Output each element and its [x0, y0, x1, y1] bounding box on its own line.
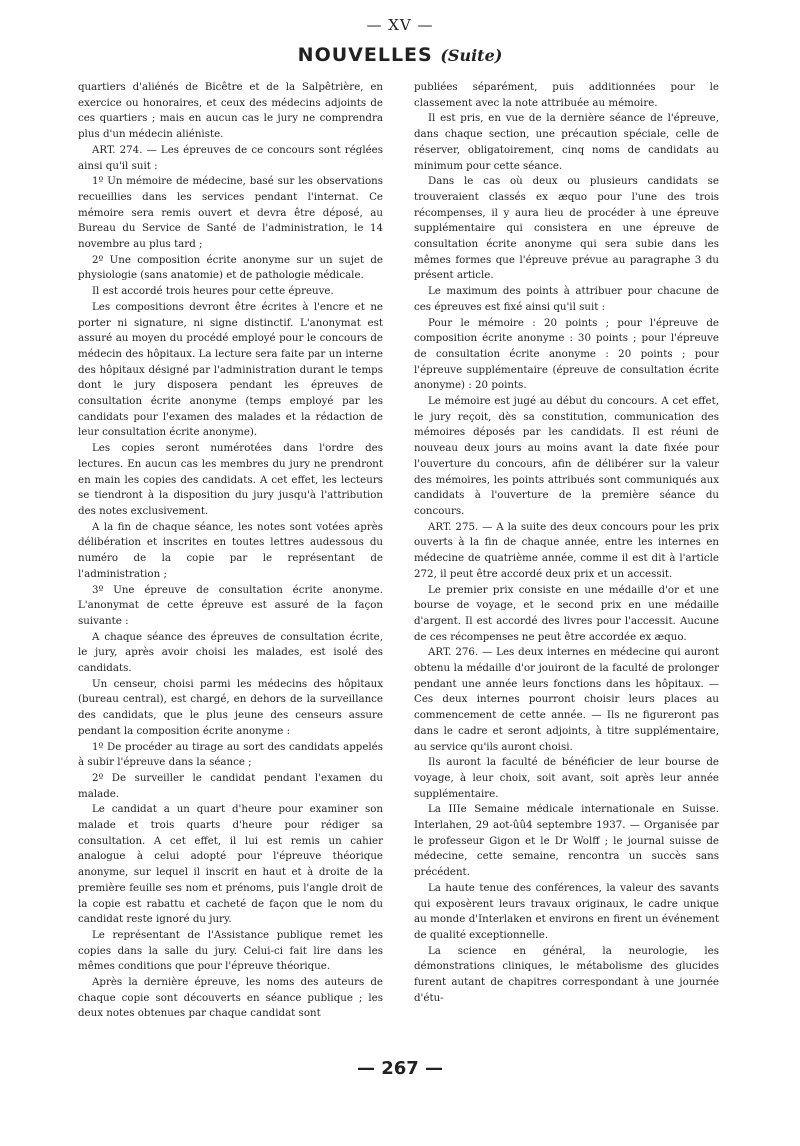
paragraph: Dans le cas où deux ou plusieurs candidats se trouveraient classés ex æquo pour l'une des trois récompenses, il y aura lieu de procéder à une épreuve supplémentaire qui consistera en une épreuve de consultation écrite anonyme qui sera subie dans les mêmes formes que l'épreuve prévue au paragraphe 3 du présent article. [414, 175, 719, 282]
paragraph: 2º Une composition écrite anonyme sur un sujet de physiologie (sans anatomie) et de pathologie médicale. [78, 253, 383, 282]
paragraph: quartiers d'aliénés de Bicêtre et de la Salpêtrière, en exercice ou honoraires, et ceux des médecins adjoints de ces quartiers ; mais en aucun cas le jury ne comprendra plus d'un médecin aliéniste. [78, 81, 383, 141]
paragraph: Après la dernière épreuve, les noms des auteurs de chaque copie sont découverts en séance publique ; les deux notes obtenues par chaque candidat sont [78, 976, 383, 1020]
section-title: NOUVELLES [297, 44, 433, 66]
paragraph: ART. 276. — Les deux internes en médecine qui auront obtenu la médaille d'or jouiront de la faculté de prolonger pendant une année leurs fonctions dans les hôpitaux. — Ces deux internes pourront choisir leurs places au commencement de cette année. — Ils ne figureront pas dans le cadre et seront adjoints, à titre supplémentaire, au service qu'ils auront choisi. [414, 646, 719, 753]
paragraph: La science en général, la neurologie, les démonstrations cliniques, le métabolisme des glucides furent autant de chapitres correspondant à une journée d'étu- [414, 944, 719, 1004]
paragraph: publiées séparément, puis additionnées pour le classement avec la note attribuée au mémoire. [414, 81, 719, 109]
paragraph: Pour le mémoire : 20 points ; pour l'épreuve de composition écrite anonyme : 30 points ; pour l'épreuve de consultation écrite anonyme : 20 points ; pour l'épreuve supplémentaire (épreuve de consultation écrite anonyme) : 20 points. [414, 316, 719, 392]
left-text-column [78, 80, 383, 1022]
paragraph: Il est pris, en vue de la dernière séance de l'épreuve, dans chaque section, une précaution spéciale, celle de réserver, obligatoirement, cinq noms de candidats au minimum pour cette séance. [414, 112, 719, 172]
paragraph: Ils auront la faculté de bénéficier de leur bourse de voyage, à leur choix, soit avant, soit après leur année supplémentaire. [414, 756, 719, 800]
paragraph: La IIIe Semaine médicale internationale en Suisse. Interlahen, 29 aot-ûû4 septembre 1937. — Organisée par le professeur Gigon et le Dr Wolff ; le journal suisse de médecine, cette semaine, rencontra un succès sans précédent. [414, 803, 719, 879]
paragraph: A chaque séance des épreuves de consultation écrite, le jury, après avoir choisi les malades, est isolé des candidats. [78, 630, 383, 675]
roman-page-number: — XV — [366, 16, 434, 34]
paragraph: Le mémoire est jugé au début du concours. A cet effet, le jury reçoit, dès sa constitution, communication des mémoires déposés par les candidats. Il est réuni de nouveau deux jours au moins avant la date fixée pour l'ouverture du concours, afin de délibérer sur la valeur des mémoires, les points attribués sont communiqués aux candidats à l'ouverture de la première séance du concours. [414, 395, 719, 517]
paragraph: Le premier prix consiste en une médaille d'or et une bourse de voyage, et le second prix en une médaille d'argent. Il est accordé des livres pour l'accessit. Aucune de ces récompenses ne peut être accordée ex æquo. [414, 583, 719, 643]
section-heading [0, 44, 800, 66]
section-title-suffix: (Suite) [440, 46, 503, 65]
paragraph: ART. 275. — A la suite des deux concours pour les prix ouverts à la fin de chaque année, entre les internes en médecine de quatrième année, comme il est dit à l'article 272, il peut être accordé deux prix et un accessit. [414, 520, 719, 580]
paragraph: Le maximum des points à attribuer pour chacune de ces épreuves est fixé ainsi qu'il suit : [414, 285, 719, 313]
paragraph: Les compositions devront être écrites à l'encre et ne porter ni signature, ni signe distinctif. L'anonymat est assuré au moyen du procédé employé pour le concours de médecin des hôpitaux. La lecture sera faite par un interne des hôpitaux désigné par l'administration durant le temps dont le jury disposera pendant les épreuves de consultation écrite anonyme (temps employé par les candidats pour l'examen des malades et la rédaction de leur consultation écrite anonyme). [78, 300, 383, 439]
page-number: — 267 — [356, 1058, 444, 1079]
paragraph: La haute tenue des conférences, la valeur des savants qui exposèrent leurs travaux originaux, le cadre unique au monde d'Interlaken et environs en firent un événement de qualité exceptionnelle. [414, 881, 719, 941]
right-text-column [414, 80, 719, 1006]
paragraph: 1º Un mémoire de médecine, basé sur les observations recueillies dans les services pendant l'internat. Ce mémoire sera remis ouvert et devra être déposé, au Bureau du Service de Santé de l'administration, le 14 novembre au plus tard ; [78, 175, 383, 251]
paragraph: Un censeur, choisi parmi les médecins des hôpitaux (bureau central), est chargé, en dehors de la surveillance des candidats, que le plus jeune des censeurs assure pendant la composition écrite anonyme : [78, 677, 383, 737]
paragraph: Le représentant de l'Assistance publique remet les copies dans la salle du jury. Celui-ci fait lire dans les mêmes conditions que pour l'épreuve théorique. [78, 928, 383, 973]
paragraph: 2º De surveiller le candidat pendant l'examen du malade. [78, 771, 383, 800]
paragraph: Les copies seront numérotées dans l'ordre des lectures. En aucun cas les membres du jury ne prendront en main les copies des candidats. A cet effet, les lecteurs se tiendront à la disposition du jury jusqu'à l'attribution des notes exclusivement. [78, 442, 383, 517]
paragraph: Il est accordé trois heures pour cette épreuve. [92, 285, 334, 298]
paragraph: 3º Une épreuve de consultation écrite anonyme. L'anonymat de cette épreuve est assuré de la façon suivante : [78, 583, 383, 627]
paragraph: Le candidat a un quart d'heure pour examiner son malade et trois quarts d'heure pour rédiger sa consultation. A cet effet, il lui est remis un cahier analogue à celui adopté pour l'épreuve théorique anonyme, sur lequel il inscrit en haut et à droite de la première feuille ses nom et prénoms, puis l'angle droit de la copie est rabattu et cacheté de façon que le nom du candidat reste ignoré du jury. [78, 803, 383, 926]
paragraph: ART. 274. — Les épreuves de ce concours sont réglées ainsi qu'il suit : [78, 143, 383, 172]
paragraph: 1º De procéder au tirage au sort des candidats appelés à subir l'épreuve dans la séance ; [78, 740, 383, 769]
paragraph: A la fin de chaque séance, les notes sont votées après délibération et inscrites en toutes lettres audessous du numéro de la copie par le représentant de l'administration ; [78, 520, 383, 580]
